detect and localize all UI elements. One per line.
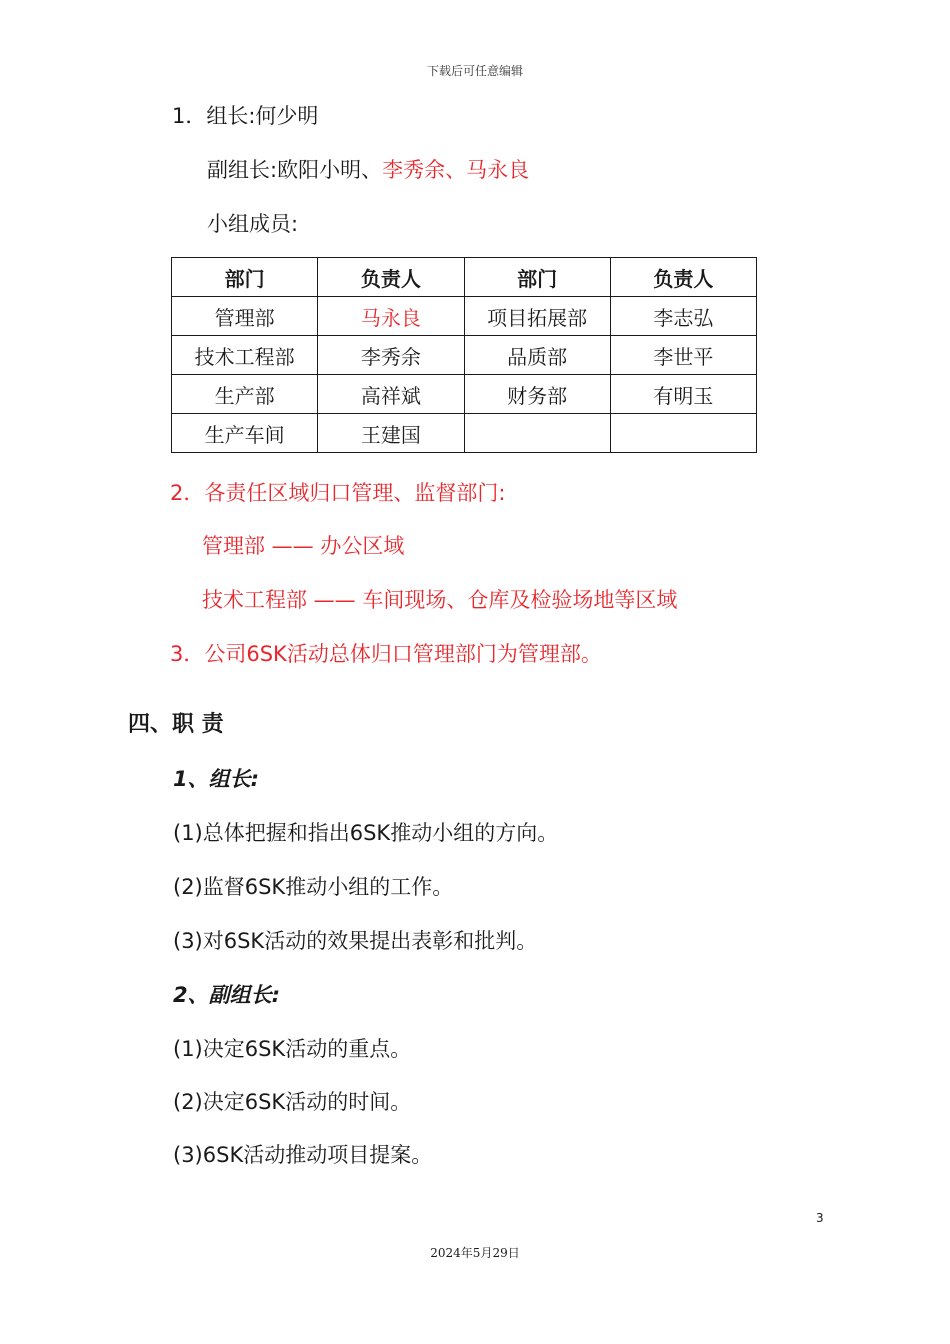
table-cell: 马永良 — [318, 297, 464, 336]
table-cell: 李志弘 — [610, 297, 756, 336]
page-footer-date: 2024年5月29日 — [430, 1246, 520, 1260]
sub2-heading: 2、副组长: — [173, 983, 281, 1007]
deputy-prefix: 副组长:欧阳小明、 — [207, 158, 383, 182]
table-row — [172, 336, 757, 375]
table-cell: 生产车间 — [172, 414, 318, 453]
sub1-heading: 1、组长: — [173, 767, 260, 791]
table-header-row — [172, 258, 757, 297]
deputy-line — [207, 156, 529, 184]
sub2-item: (1)决定6SK活动的重点。 — [173, 1037, 412, 1061]
section2-title: 2．各责任区域归口管理、监督部门: — [170, 481, 506, 505]
table-cell: 项目拓展部 — [464, 297, 610, 336]
sub1-item: (1)总体把握和指出6SK推动小组的方向。 — [173, 821, 559, 845]
table-row — [172, 414, 757, 453]
leader-line: 1．组长:何少明 — [172, 104, 319, 128]
table-cell: 有明玉 — [610, 375, 756, 414]
table-cell: 王建国 — [318, 414, 464, 453]
table-cell: 李世平 — [610, 336, 756, 375]
section2-item-2: 技术工程部 —— 车间现场、仓库及检验场地等区域 — [202, 588, 678, 612]
members-table — [171, 257, 757, 453]
sub1-item: (3)对6SK活动的效果提出表彰和批判。 — [173, 929, 538, 953]
table-cell: 品质部 — [464, 336, 610, 375]
members-label: 小组成员: — [207, 212, 299, 236]
section2-item-3: 3．公司6SK活动总体归口管理部门为管理部。 — [170, 642, 602, 666]
table-cell: 技术工程部 — [172, 336, 318, 375]
deputy-highlight: 李秀余、马永良 — [382, 158, 530, 182]
table-cell — [464, 414, 610, 453]
table-cell: 高祥斌 — [318, 375, 464, 414]
table-cell: 管理部 — [172, 297, 318, 336]
table-cell: 李秀余 — [318, 336, 464, 375]
table-header-cell: 负责人 — [318, 258, 464, 297]
section4-heading: 四、职 责 — [128, 712, 224, 737]
table-cell — [610, 414, 756, 453]
sub2-item: (3)6SK活动推动项目提案。 — [173, 1143, 433, 1167]
table-cell: 财务部 — [464, 375, 610, 414]
table-header-cell: 部门 — [464, 258, 610, 297]
section2-item-1: 管理部 —— 办公区域 — [202, 534, 405, 558]
page-header: 下载后可任意编辑 — [426, 64, 523, 78]
sub2-item: (2)决定6SK活动的时间。 — [173, 1090, 412, 1114]
page-number: 3 — [816, 1211, 824, 1225]
table-header-cell: 部门 — [172, 258, 318, 297]
table-row — [172, 297, 757, 336]
table-row — [172, 375, 757, 414]
table-cell: 生产部 — [172, 375, 318, 414]
table-header-cell: 负责人 — [610, 258, 756, 297]
sub1-item: (2)监督6SK推动小组的工作。 — [173, 875, 454, 899]
